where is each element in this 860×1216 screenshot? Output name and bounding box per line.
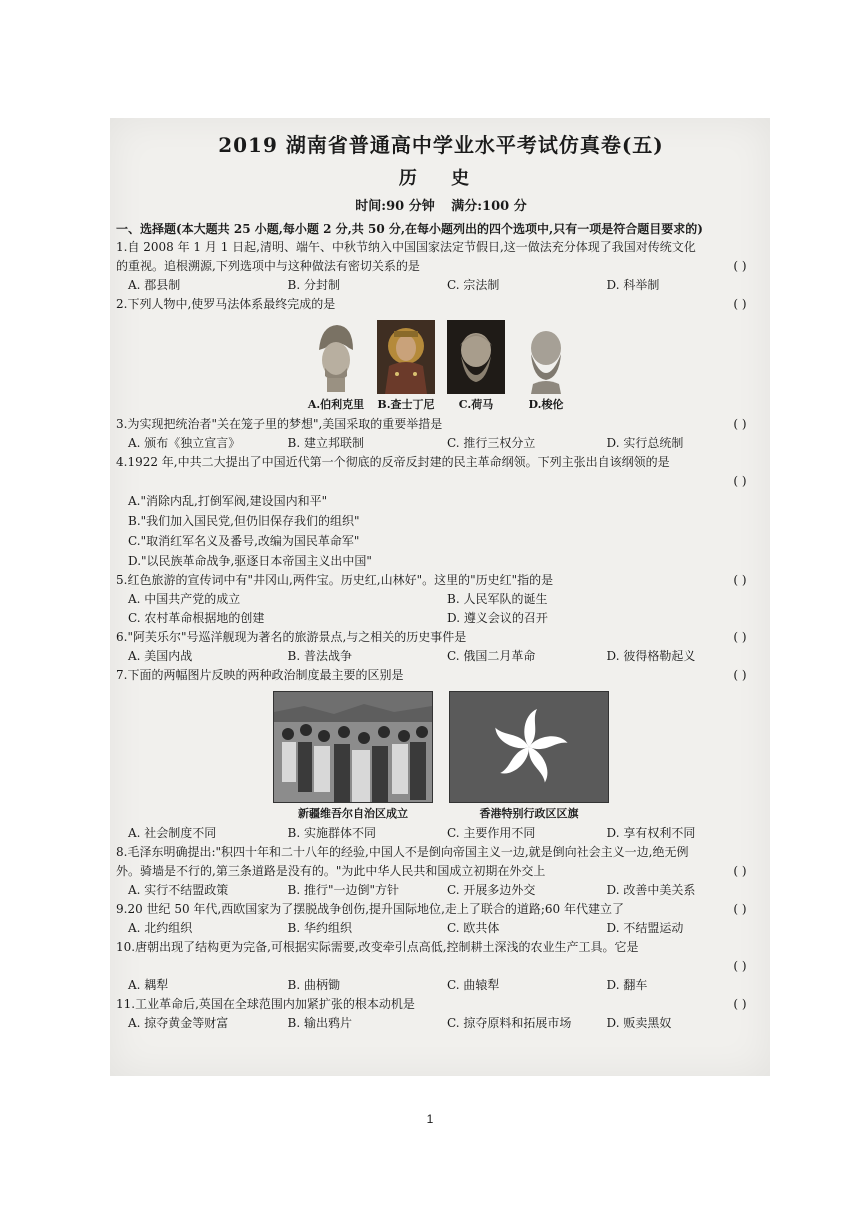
question-5 <box>116 571 766 590</box>
exam-meta <box>116 196 766 218</box>
mosaic-portrait-image <box>377 320 435 394</box>
question-stem: 6."阿芙乐尔"号巡洋舰现为著名的旅游景点,与之相关的历史事件是 <box>116 630 467 644</box>
option-d: D. 不结盟运动 <box>606 921 684 935</box>
option-c: C. 推行三权分立 <box>447 436 536 450</box>
question-stem: 7.下面的两幅图片反映的两种政治制度最主要的区别是 <box>116 668 404 682</box>
option-c: C. 欧共体 <box>447 921 500 935</box>
option-d: D. 彼得格勒起义 <box>606 649 696 663</box>
option-c: C. 宗法制 <box>447 278 500 292</box>
question-3 <box>116 415 766 434</box>
options <box>116 919 766 938</box>
figure-hk-flag <box>449 691 609 822</box>
option-b: B. 分封制 <box>287 278 340 292</box>
options <box>116 491 766 571</box>
options <box>116 1014 766 1033</box>
crowd-photo-image <box>273 691 433 803</box>
question-stem: 5.红色旅游的宣传词中有"井冈山,两件宝。历史红,山林好"。这里的"历史红"指的是 <box>116 573 554 587</box>
question-8 <box>116 843 766 881</box>
option-d: D. 科举制 <box>606 278 660 292</box>
option-d: D. 遵义会议的召开 <box>447 611 548 625</box>
bearded-bust-image <box>447 320 505 394</box>
figure-caption: B.查士丁尼 <box>377 398 435 411</box>
option-a: A. 郡县制 <box>128 278 181 292</box>
option-b: B. 普法战争 <box>287 649 352 663</box>
answer-blank: ( ) <box>733 417 747 431</box>
option-d: D. 享有权利不同 <box>606 826 696 840</box>
figure-caption: A.伯利克里 <box>307 398 365 411</box>
question-1 <box>116 238 766 276</box>
option-c: C. 掠夺原料和拓展市场 <box>447 1016 572 1030</box>
options <box>116 824 766 843</box>
option-c: C. 开展多边外交 <box>447 883 536 897</box>
options <box>116 276 766 295</box>
option-c: C. 俄国二月革命 <box>447 649 536 663</box>
portrait-figures <box>116 320 766 413</box>
option-c: C. 曲辕犁 <box>447 978 500 992</box>
question-stem: 9.20 世纪 50 年代,西欧国家为了摆脱战争创伤,提升国际地位,走上了联合的道路;60 年代建立了 <box>116 902 625 916</box>
options <box>116 590 766 628</box>
options <box>116 647 766 666</box>
bald-bust-image <box>517 320 575 394</box>
figure-caption: 新疆维吾尔自治区成立 <box>298 807 408 820</box>
question-stem: 3.为实现把统治者"关在笼子里的梦想",美国采取的重要举措是 <box>116 417 443 431</box>
answer-blank: ( ) <box>733 630 747 644</box>
figure-caption: 香港特别行政区区旗 <box>479 807 579 820</box>
question-stem: 8.毛泽东明确提出:"积四十年和二十八年的经验,中国人不是倒向帝国主义一边,就是倒向社会主义一边,绝无例外。骑墙是不行的,第三条道路是没有的。"为此中华人民共和国成立初期在外交上 <box>116 845 689 878</box>
answer-blank: ( ) <box>733 864 747 878</box>
answer-blank: ( ) <box>733 573 747 587</box>
option-c: C. 主要作用不同 <box>447 826 536 840</box>
answer-blank: ( ) <box>733 902 747 916</box>
options <box>116 976 766 995</box>
option-b: B. 人民军队的诞生 <box>447 592 548 606</box>
option-a: A. 耦犁 <box>128 978 169 992</box>
question-stem: 4.1922 年,中共二大提出了中国近代第一个彻底的反帝反封建的民主革命纲领。下列主张出自该纲领的是 <box>116 455 670 469</box>
figure-xinjiang <box>273 691 433 822</box>
subject-title: 历 史 <box>398 168 484 189</box>
answer-blank: ( ) <box>733 259 747 273</box>
option-d: D. 翻车 <box>606 978 648 992</box>
exam-time: 时间:90 分钟 <box>355 199 435 214</box>
question-6 <box>116 628 766 647</box>
page-number: 1 <box>426 1112 434 1126</box>
option-b: B. 实施群体不同 <box>287 826 376 840</box>
figure-caption: C.荷马 <box>458 398 494 411</box>
option-a: A. 颁布《独立宣言》 <box>128 436 241 450</box>
option-b: B. 建立邦联制 <box>287 436 364 450</box>
figure-homer <box>447 320 505 413</box>
option-b: B. 华约组织 <box>287 921 352 935</box>
photo-figures <box>116 691 766 822</box>
question-stem: 10.唐朝出现了结构更为完备,可根据实际需要,改变牵引点高低,控制耕土深浅的农业生产工具。它是 <box>116 940 639 954</box>
bauhinia-flag-image <box>449 691 609 803</box>
figure-solon <box>517 320 575 413</box>
figure-justinian <box>377 320 435 413</box>
option-a: A. 社会制度不同 <box>128 826 217 840</box>
exam-title: 2019 湖南省普通高中学业水平考试仿真卷(五) <box>218 133 664 157</box>
option-c: C."取消红军名义及番号,改编为国民革命军" <box>128 534 360 548</box>
option-b: B."我们加入国民党,但仍旧保存我们的组织" <box>128 514 360 528</box>
exam-content <box>116 130 766 1033</box>
question-7 <box>116 666 766 685</box>
answer-blank: ( ) <box>733 668 747 682</box>
options <box>116 434 766 453</box>
question-stem: 11.工业革命后,英国在全球范围内加紧扩张的根本动机是 <box>116 997 415 1011</box>
question-10 <box>116 938 766 976</box>
helmet-bust-image <box>307 320 365 394</box>
option-d: D."以民族革命战争,驱逐日本帝国主义出中国" <box>128 554 372 568</box>
exam-score: 满分:100 分 <box>451 199 527 214</box>
question-4 <box>116 453 766 491</box>
option-a: A. 掠夺黄金等财富 <box>128 1016 229 1030</box>
option-a: A. 美国内战 <box>128 649 193 663</box>
question-stem: 2.下列人物中,使罗马法体系最终完成的是 <box>116 297 336 311</box>
answer-blank: ( ) <box>733 474 747 488</box>
option-d: D. 改善中美关系 <box>606 883 696 897</box>
question-11 <box>116 995 766 1014</box>
figure-caption: D.梭伦 <box>528 398 564 411</box>
option-d: D. 贩卖黑奴 <box>606 1016 672 1030</box>
option-a: A. 实行不结盟政策 <box>128 883 229 897</box>
answer-blank: ( ) <box>733 297 747 311</box>
option-c: C. 农村革命根据地的创建 <box>128 611 265 625</box>
option-b: B. 输出鸦片 <box>287 1016 352 1030</box>
option-a: A."消除内乱,打倒军阀,建设国内和平" <box>128 494 328 508</box>
figure-pericles <box>307 320 365 413</box>
option-b: B. 推行"一边倒"方针 <box>287 883 399 897</box>
question-2 <box>116 295 766 314</box>
option-a: A. 中国共产党的成立 <box>128 592 241 606</box>
answer-blank: ( ) <box>733 997 747 1011</box>
options <box>116 881 766 900</box>
option-b: B. 曲柄锄 <box>287 978 340 992</box>
option-d: D. 实行总统制 <box>606 436 684 450</box>
option-a: A. 北约组织 <box>128 921 193 935</box>
question-9 <box>116 900 766 919</box>
answer-blank: ( ) <box>733 959 747 973</box>
question-stem: 1.自 2008 年 1 月 1 日起,清明、端午、中秋节纳入中国国家法定节假日,这一做法充分体现了我国对传统文化的重视。追根溯源,下列选项中与这种做法有密切关系的是 <box>116 240 696 273</box>
section-heading: 一、选择题(本大题共 25 小题,每小题 2 分,共 50 分,在每小题列出的四个选项中,只有一项是符合题目要求的) <box>116 222 703 236</box>
